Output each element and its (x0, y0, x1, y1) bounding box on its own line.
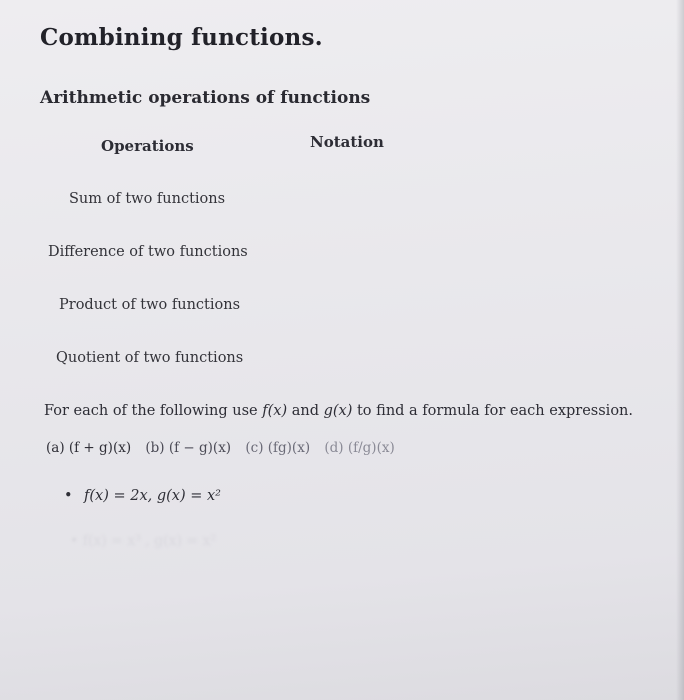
given-functions (64, 488, 221, 504)
prompt-text-and: and (287, 403, 324, 419)
operation-difference: Difference of two functions (48, 244, 248, 260)
f-of-x: f(x) (262, 403, 288, 419)
page-title: Combining functions. (40, 24, 323, 51)
section-title: Arithmetic operations of functions (40, 88, 371, 108)
operation-sum: Sum of two functions (69, 191, 226, 207)
faded-bleed-through-line: • f(x) = x³ , g(x) = x² (70, 533, 217, 549)
exercise-prompt (44, 403, 633, 419)
prompt-text-start: For each of the following use (44, 403, 263, 419)
part-b: (b) (f − g)(x) (145, 440, 232, 456)
page-shadow-edge (676, 0, 684, 700)
given-functions-text: f(x) = 2x, g(x) = x² (84, 488, 221, 504)
part-d: (d) (f/g)(x) (324, 440, 395, 456)
operation-quotient: Quotient of two functions (56, 350, 244, 366)
g-of-x: g(x) (323, 403, 353, 419)
part-a: (a) (f + g)(x) (46, 440, 132, 456)
exercise-parts (46, 440, 405, 456)
column-header-notation: Notation (310, 133, 384, 151)
column-header-operations: Operations (101, 137, 194, 155)
operation-product: Product of two functions (59, 297, 241, 313)
part-c: (c) (fg)(x) (245, 440, 311, 456)
prompt-text-end: to find a formula for each expression. (352, 403, 633, 419)
bullet-dot: • (64, 488, 73, 504)
